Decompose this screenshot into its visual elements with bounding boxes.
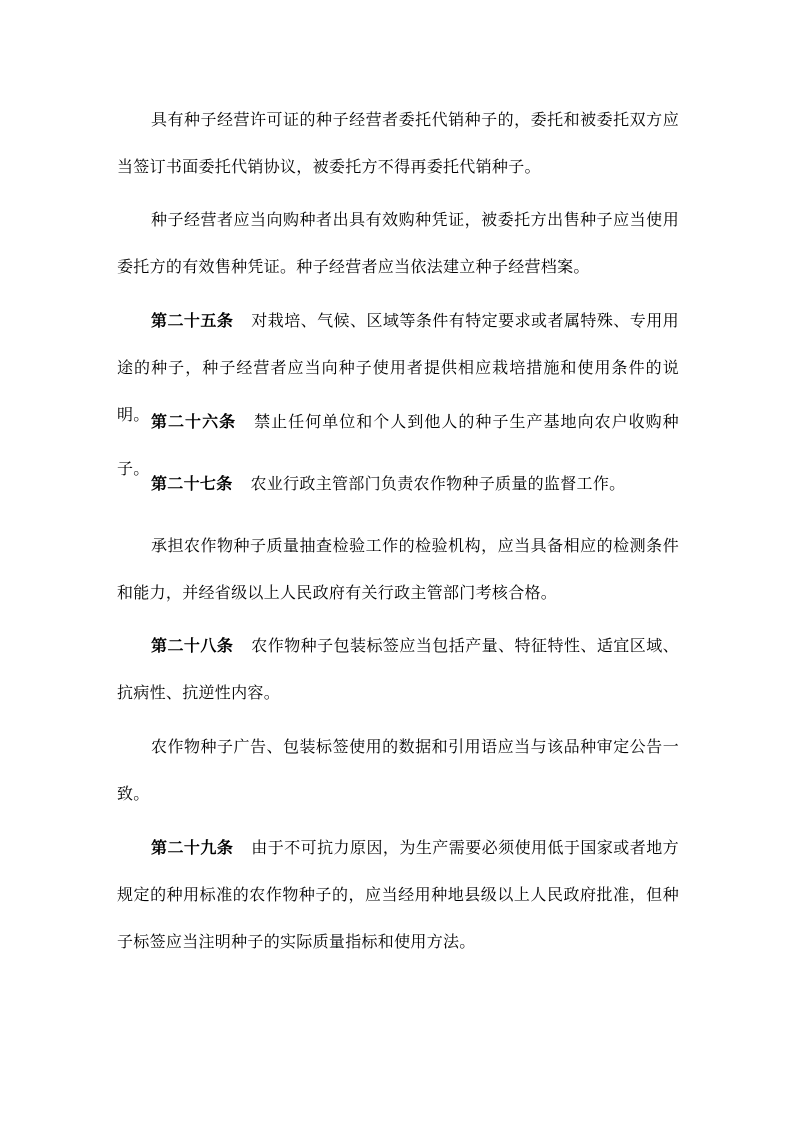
paragraph: [117, 723, 679, 817]
article-number: 第二十七条: [151, 474, 233, 493]
paragraph-text: 由于不可抗力原因，为生产需要必须使用低于国家或者地方规定的种用标准的农作物种子的，应当经用种地县级以上人民政府批准，但种子标签应当注明种子的实际质量指标和使用方法。: [117, 838, 679, 951]
article-number: 第二十九条: [151, 838, 234, 857]
paragraph-text: 种子经营者应当向购种者出具有效购种凭证，被委托方出售种子应当使用委托方的有效售种凭证。种子经营者应当依法建立种子经营档案。: [117, 210, 679, 276]
paragraph-text: 农作物种子广告、包装标签使用的数据和引用语应当与该品种审定公告一致。: [117, 737, 679, 803]
paragraph-text: 承担农作物种子质量抽查检验工作的检验机构，应当具备相应的检测条件和能力，并经省级以上人民政府有关行政主管部门考核合格。: [117, 536, 679, 602]
article-number: 第二十八条: [151, 636, 234, 655]
paragraph-text: 对栽培、气候、区域等条件有特定要求或者属特殊、专用用途的种子，种子经营者应当向种子使用者提供相应栽培措施和使用条件的说明。: [117, 311, 679, 424]
article-paragraph: [117, 460, 679, 507]
paragraph: [117, 196, 679, 290]
paragraph-text: 农业行政主管部门负责农作物种子质量的监督工作。: [250, 474, 626, 493]
paragraph-text: 具有种子经营许可证的种子经营者委托代销种子的，委托和被委托双方应当签订书面委托代销协议，被委托方不得再委托代销种子。: [117, 110, 679, 176]
paragraph: [117, 96, 679, 190]
article-number: 第二十五条: [151, 311, 234, 330]
paragraph-text: 农作物种子包装标签应当包括产量、特征特性、适宜区域、抗病性、抗逆性内容。: [117, 636, 679, 702]
paragraph: [117, 522, 679, 616]
article-paragraph: [117, 622, 679, 716]
article-paragraph: [117, 824, 679, 965]
paragraph-text: 禁止任何单位和个人到他人的种子生产基地向农户收购种子。: [117, 412, 679, 478]
article-number: 第二十六条: [151, 412, 237, 431]
